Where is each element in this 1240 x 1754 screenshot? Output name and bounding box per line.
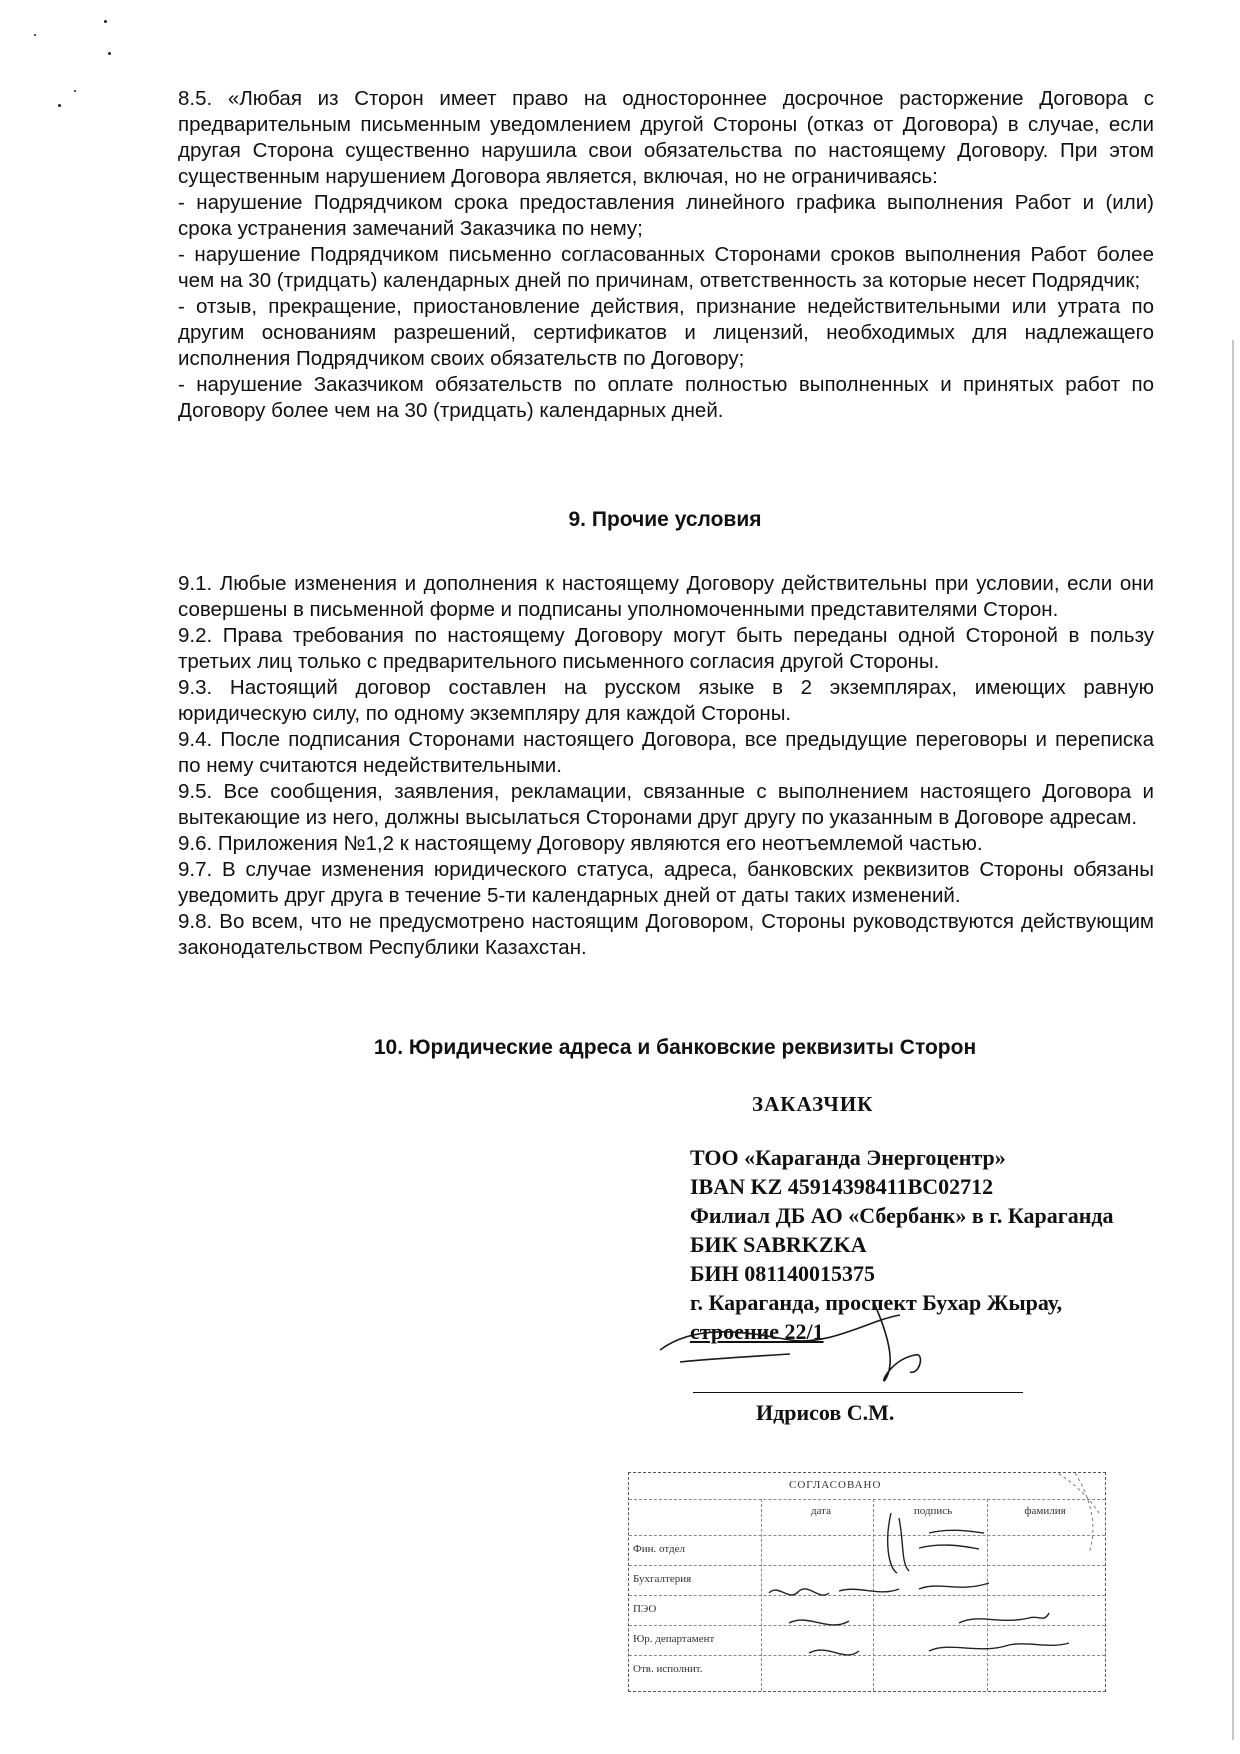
customer-company: ТОО «Караганда Энергоцентр» bbox=[690, 1145, 1006, 1170]
section-9-heading: 9. Прочие условия bbox=[568, 508, 762, 531]
section-9-text bbox=[178, 571, 1154, 961]
approval-stamp bbox=[628, 1472, 1106, 1692]
paragraph-9-3: 9.3. Настоящий договор составлен на русском языке в 2 экземплярах, имеющих равную юридическую силу, по одному экземпляру для каждой Стороны. bbox=[178, 676, 1154, 725]
paragraph-9-1: 9.1. Любые изменения и дополнения к настоящему Договору действительны при условии, если они совершены в письменной форме и подписаны уполномоченными представителями Сторон. bbox=[178, 572, 1154, 621]
handwritten-signature bbox=[640, 1280, 980, 1390]
paragraph-9-5: 9.5. Все сообщения, заявления, рекламации, связанные с выполнением настоящего Договора и вытекающие из него, должны высылаться Сторонами друг другу по указанным в Договоре адресам. bbox=[178, 780, 1154, 829]
stamp-title: СОГЛАСОВАНО bbox=[789, 1479, 882, 1491]
paragraph-9-2: 9.2. Права требования по настоящему Договору могут быть переданы одной Стороной в пользу третьих лиц только с предварительного письменного согласия другой Стороны. bbox=[178, 624, 1154, 673]
customer-address-line1: г. Караганда, проспект Бухар Жырау, bbox=[690, 1290, 1063, 1315]
customer-bik: БИК SABRKZKA bbox=[690, 1232, 867, 1257]
paragraph-9-6: 9.6. Приложения №1,2 к настоящему Договору являются его неотъемлемой частью. bbox=[178, 832, 983, 855]
stamp-row-peo: ПЭО bbox=[633, 1603, 657, 1615]
stamp-row-legal: Юр. департамент bbox=[633, 1633, 715, 1645]
signer-name: Идрисов С.М. bbox=[756, 1400, 895, 1425]
stamp-col-date: дата bbox=[810, 1505, 832, 1517]
customer-iban: IBAN KZ 45914398411BC02712 bbox=[690, 1174, 994, 1199]
stamp-row-accounting: Бухгалтерия bbox=[633, 1573, 692, 1585]
stamp-row-finance: Фин. отдел bbox=[633, 1543, 685, 1555]
paragraph-9-8: 9.8. Во всем, что не предусмотрено настоящим Договором, Стороны руководствуются действующим законодательством Республики Казахстан. bbox=[178, 910, 1154, 959]
paragraph-9-4: 9.4. После подписания Сторонами настоящего Договора, все предыдущие переговоры и переписка по нему считаются недействительными. bbox=[178, 728, 1154, 777]
paragraph-8-5-item-2: - нарушение Подрядчиком письменно согласованных Сторонами сроков выполнения Работ более чем на 30 (тридцать) календарных дней по причинам, ответственность за которые несет Подрядчик; bbox=[178, 243, 1154, 292]
paragraph-8-5-item-4: - нарушение Заказчиком обязательств по оплате полностью выполненных и принятых работ по Договору более чем на 30 (тридцать) календарных дней. bbox=[178, 373, 1154, 422]
customer-bank: Филиал ДБ АО «Сбербанк» в г. Караганда bbox=[690, 1203, 1114, 1228]
paragraph-8-5: 8.5. «Любая из Сторон имеет право на одностороннее досрочное расторжение Договора с предварительным письменным уведомлением другой Стороны (отказ от Договора) в случае, если другая Сторона существенно нарушила свои обязательства по настоящему Договору. При этом существенным нарушением Договора является, включая, но не ограничиваясь: bbox=[178, 87, 1154, 188]
paragraph-9-7: 9.7. В случае изменения юридического статуса, адреса, банковских реквизитов Стороны обязаны уведомить друг друга в течение 5-ти календарных дней от даты таких изменений. bbox=[178, 858, 1154, 907]
stamp-handwriting bbox=[629, 1473, 1105, 1691]
customer-address-line2: строение 22/1 bbox=[690, 1319, 824, 1344]
customer-title: ЗАКАЗЧИК bbox=[752, 1092, 874, 1116]
stamp-col-surname: фамилия bbox=[1024, 1505, 1066, 1517]
paragraph-8-5-item-1: - нарушение Подрядчиком срока предоставления линейного графика выполнения Работ и (или) срока устранения замечаний Заказчика по нему; bbox=[178, 191, 1154, 240]
section-10-heading: 10. Юридические адреса и банковские реквизиты Сторон bbox=[373, 1036, 977, 1059]
paragraph-8-5-item-3: - отзыв, прекращение, приостановление действия, признание недействительными или утрата по другим основаниям разрешений, сертификатов и лицензий, необходимых для надлежащего исполнения Подрядчиком своих обязательств по Договору; bbox=[178, 295, 1154, 370]
stamp-row-executor: Отв. исполнит. bbox=[633, 1663, 703, 1675]
stamp-col-signature: подпись bbox=[913, 1505, 953, 1517]
section-8-text bbox=[178, 86, 1154, 424]
customer-bin: БИН 081140015375 bbox=[690, 1261, 876, 1286]
signature-line bbox=[693, 1392, 1023, 1393]
